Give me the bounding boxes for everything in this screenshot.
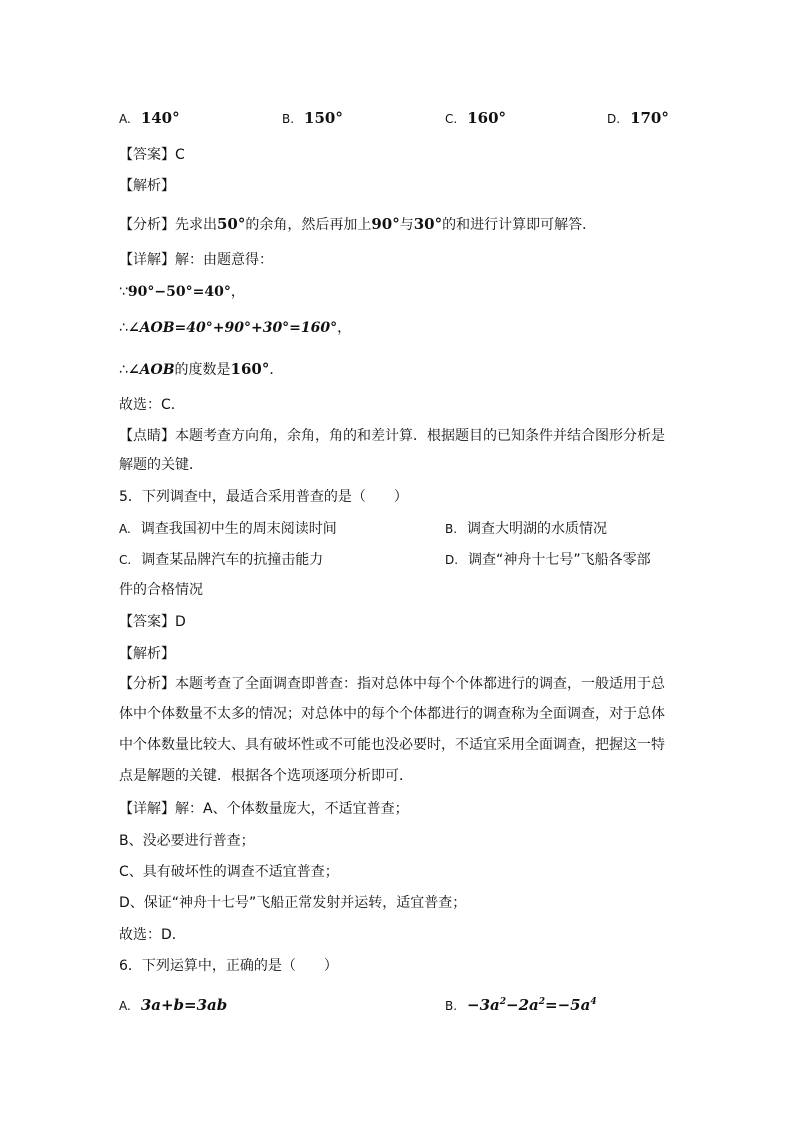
q4-answer: 【答案】C xyxy=(119,147,185,163)
text: ． xyxy=(269,362,284,378)
option-b xyxy=(282,108,343,129)
q5-fenxi-2: 体中个体数量不太多的情况；对总体中的每个个体都进行的调查称为全面调查，对于总体 xyxy=(119,706,665,722)
q5-detail-2: B、没必要进行普查； xyxy=(119,833,255,849)
q5-detail-4: D、保证“神舟十七号”飞船正常发射并运转，适宜普查； xyxy=(119,895,467,911)
text: 的和进行计算即可解答． xyxy=(442,217,597,233)
q6-stem: 6．下列运算中，正确的是（ ） xyxy=(119,958,338,974)
exponent: 2 xyxy=(538,997,546,1007)
q4-detail: 【详解】解：由题意得： xyxy=(119,252,273,268)
q5-choose: 故选：D． xyxy=(119,927,186,943)
math: 90° xyxy=(371,215,400,233)
option-value: 170° xyxy=(630,109,669,127)
q4-analysis-header: 【解析】 xyxy=(119,178,175,194)
option-letter: A. xyxy=(119,112,131,126)
q4-dianjing-2: 解题的关键． xyxy=(119,457,203,473)
math: 30° xyxy=(413,215,443,233)
math-part: −3a xyxy=(467,996,500,1014)
q6-option-b xyxy=(445,995,597,1016)
q5-fenxi-3: 中个体数量比较大、具有破坏性或不可能也没必要时，不适宜采用全面调查，把握这一特 xyxy=(119,737,665,753)
q5-answer: 【答案】D xyxy=(119,614,186,630)
math: 160° xyxy=(230,360,270,378)
math xyxy=(467,996,597,1014)
option-letter: A. xyxy=(119,999,131,1013)
math: ∠AOB xyxy=(127,362,175,378)
option-letter: D. xyxy=(607,112,621,126)
math-part: =−5a xyxy=(545,996,591,1014)
q5-option-d-cont: 件的合格情况 xyxy=(119,582,203,598)
therefore-symbol: ∴ xyxy=(119,320,128,336)
q4-choose: 故选：C． xyxy=(119,397,185,413)
option-letter: B. xyxy=(282,112,295,126)
math: 3a+b=3ab xyxy=(140,996,228,1014)
q5-analysis-header: 【解析】 xyxy=(119,646,175,662)
option-letter: B. xyxy=(445,522,458,536)
option-letter: C. xyxy=(119,553,132,567)
q5-detail-1: 【详解】解：A、个体数量庞大，不适宜普查； xyxy=(119,801,409,817)
option-text: 调查“神舟十七号”飞船各零部 xyxy=(468,552,651,568)
text: ， xyxy=(337,320,352,336)
q4-step1 xyxy=(119,282,245,302)
math: 90°−50°=40° xyxy=(127,284,231,300)
option-text: 调查某品牌汽车的抗撞击能力 xyxy=(141,552,324,568)
q5-option-c xyxy=(119,550,323,570)
text: 的余角，然后再加上 xyxy=(245,217,372,233)
option-letter: C. xyxy=(445,112,458,126)
because-symbol: ∵ xyxy=(119,284,128,300)
q4-dianjing-1: 【点睛】本题考查方向角，余角，角的和差计算．根据题目的已知条件并结合图形分析是 xyxy=(119,428,665,444)
text: 【分析】先求出 xyxy=(119,217,217,233)
math: 50° xyxy=(217,215,246,233)
option-value: 160° xyxy=(467,109,507,127)
q6-option-a xyxy=(119,995,227,1016)
math: ∠AOB=40°+90°+30°=160° xyxy=(127,320,338,336)
option-text: 调查大明湖的水质情况 xyxy=(467,521,608,537)
q5-fenxi-1: 【分析】本题考查了全面调查即普查：指对总体中每个个体都进行的调查，一般适用于总 xyxy=(119,676,665,692)
q5-option-a xyxy=(119,519,337,539)
text: ， xyxy=(230,284,245,300)
math-part: −2a xyxy=(506,996,539,1014)
option-value: 150° xyxy=(304,109,343,127)
option-text: 调查我国初中生的周末阅读时间 xyxy=(140,521,337,537)
q5-fenxi-4: 点是解题的关键．根据各个选项逐项分析即可． xyxy=(119,768,413,784)
q5-detail-3: C、具有破坏性的调查不适宜普查； xyxy=(119,864,339,880)
option-value: 140° xyxy=(140,109,180,127)
option-letter: D. xyxy=(445,553,459,567)
text: 与 xyxy=(399,217,414,233)
exponent: 4 xyxy=(590,997,597,1007)
exponent: 2 xyxy=(499,997,507,1007)
q5-option-d xyxy=(445,550,651,570)
option-c xyxy=(445,108,506,129)
therefore-symbol: ∴ xyxy=(119,362,128,378)
q4-fenxi xyxy=(119,214,596,235)
text: 的度数是 xyxy=(174,362,231,378)
q4-step2 xyxy=(119,318,351,338)
q4-step3 xyxy=(119,359,283,380)
q5-option-b xyxy=(445,519,607,539)
option-d xyxy=(607,108,669,129)
option-a xyxy=(119,108,180,129)
option-letter: A. xyxy=(119,522,131,536)
option-letter: B. xyxy=(445,999,458,1013)
q5-stem: 5．下列调查中，最适合采用普查的是（ ） xyxy=(119,489,408,505)
